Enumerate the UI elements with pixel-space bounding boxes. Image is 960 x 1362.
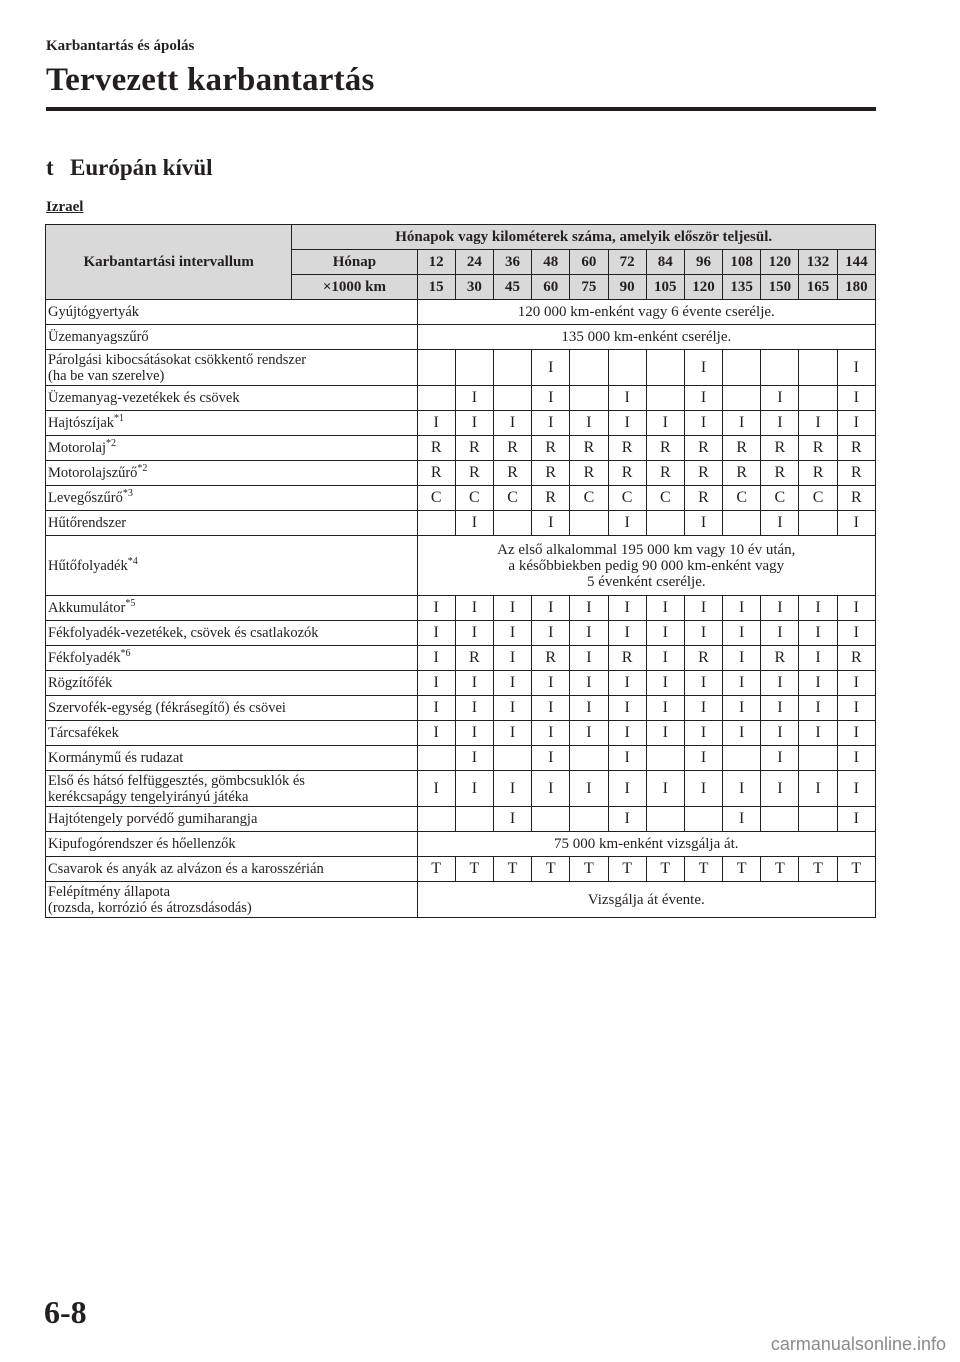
schedule-cell: I [761,746,799,771]
km-header: 30 [455,275,493,300]
schedule-cell: I [723,771,761,807]
schedule-cell: I [837,696,875,721]
schedule-cell: R [684,486,722,511]
schedule-cell: I [532,596,570,621]
table-row [46,511,876,536]
schedule-cell: R [608,461,646,486]
schedule-cell: I [532,721,570,746]
schedule-cell: I [799,771,837,807]
schedule-cell: T [723,857,761,882]
schedule-cell: R [684,646,722,671]
schedule-cell: C [723,486,761,511]
schedule-cell: R [455,461,493,486]
schedule-cell [646,807,684,832]
schedule-cell: R [684,461,722,486]
schedule-cell: I [761,671,799,696]
schedule-cell: C [417,486,455,511]
schedule-cell: T [608,857,646,882]
schedule-cell: I [723,807,761,832]
schedule-cell: I [837,511,875,536]
schedule-cell: I [455,771,493,807]
schedule-cell: I [493,696,531,721]
month-header: 84 [646,250,684,275]
schedule-cell [532,807,570,832]
schedule-cell: I [493,621,531,646]
schedule-cell: R [799,461,837,486]
schedule-cell [570,511,608,536]
item-label: Akkumulátor$^{*5}$ [46,596,418,621]
schedule-cell: I [761,596,799,621]
month-header: 24 [455,250,493,275]
schedule-cell: I [608,596,646,621]
table-row [46,696,876,721]
schedule-cell: I [646,596,684,621]
schedule-cell [417,511,455,536]
schedule-cell: C [493,486,531,511]
footnote-ref: *1 [114,413,125,424]
schedule-cell: I [608,411,646,436]
km-header: 105 [646,275,684,300]
schedule-cell: I [455,621,493,646]
schedule-cell: I [646,671,684,696]
schedule-cell: R [723,461,761,486]
schedule-cell: I [493,411,531,436]
schedule-cell: R [608,436,646,461]
schedule-cell: I [684,386,722,411]
km-header: 90 [608,275,646,300]
schedule-cell: I [417,596,455,621]
schedule-cell: I [532,771,570,807]
schedule-cell [570,386,608,411]
schedule-cell: I [723,596,761,621]
title-rule [46,107,876,111]
footnote-ref: *3 [122,488,133,499]
table-row [46,300,876,325]
schedule-cell: R [646,436,684,461]
page-number: 6-8 [44,1294,87,1330]
item-label: Hűtőfolyadék$^{*4}$ [46,536,418,596]
schedule-cell: I [837,350,875,386]
table-row [46,746,876,771]
schedule-cell: R [417,461,455,486]
schedule-cell: R [608,646,646,671]
schedule-cell: C [455,486,493,511]
subheading-text: Európán kívül [70,155,213,180]
item-label: Párolgási kibocsátásokat csökkentő rendszer (ha be van szerelve) [46,350,418,386]
schedule-cell: R [532,646,570,671]
item-label: Fékfolyadék-vezetékek, csövek és csatlakozók [46,621,418,646]
schedule-cell [761,807,799,832]
schedule-cell: I [837,746,875,771]
month-header: 108 [723,250,761,275]
interval-note: 135 000 km-enként cserélje. [417,325,875,350]
item-label: Tárcsafékek [46,721,418,746]
km-header: 180 [837,275,875,300]
schedule-cell: R [455,646,493,671]
schedule-cell: I [837,386,875,411]
month-header: 60 [570,250,608,275]
schedule-cell: I [570,621,608,646]
schedule-cell: I [837,721,875,746]
schedule-cell: I [646,411,684,436]
schedule-cell: I [570,596,608,621]
region-label: Izrael [46,199,84,215]
schedule-cell: I [608,621,646,646]
interval-header: Karbantartási intervallum [46,225,292,300]
schedule-cell: I [455,746,493,771]
schedule-cell: I [684,696,722,721]
schedule-cell [417,350,455,386]
schedule-cell: I [455,721,493,746]
schedule-cell: I [646,621,684,646]
schedule-cell: I [608,696,646,721]
schedule-cell [570,350,608,386]
schedule-cell [493,746,531,771]
schedule-cell: I [608,671,646,696]
km-header: 165 [799,275,837,300]
item-label: Első és hátsó felfüggesztés, gömbcsuklók és kerékcsapágy tengelyirányú játéka [46,771,418,807]
schedule-cell: I [646,721,684,746]
schedule-cell [417,746,455,771]
schedule-cell: I [723,671,761,696]
schedule-cell: I [646,696,684,721]
schedule-cell: I [417,621,455,646]
schedule-cell [417,386,455,411]
schedule-cell: R [723,436,761,461]
subheading [46,155,213,181]
schedule-cell: C [646,486,684,511]
schedule-cell: R [837,461,875,486]
schedule-cell: I [684,621,722,646]
schedule-cell: I [532,671,570,696]
schedule-cell: T [684,857,722,882]
table-row [46,386,876,411]
table-row [46,325,876,350]
schedule-cell: I [799,696,837,721]
table-row [46,671,876,696]
item-label: Kipufogórendszer és hőellenzők [46,832,418,857]
schedule-cell: T [417,857,455,882]
schedule-cell: R [455,436,493,461]
schedule-cell: I [493,721,531,746]
schedule-cell: T [646,857,684,882]
km-label: ×1000 km [292,275,417,300]
schedule-cell: R [646,461,684,486]
schedule-cell: I [761,696,799,721]
schedule-cell: I [837,671,875,696]
footnote-ref: *6 [120,648,131,659]
schedule-cell [570,746,608,771]
schedule-cell [723,386,761,411]
schedule-cell: I [493,646,531,671]
schedule-cell: I [570,771,608,807]
schedule-cell: T [761,857,799,882]
schedule-cell: R [761,646,799,671]
footnote-ref: *4 [127,555,138,567]
schedule-cell: I [493,807,531,832]
schedule-cell: I [723,696,761,721]
schedule-cell [493,511,531,536]
schedule-cell: I [723,621,761,646]
item-label: Fékfolyadék$^{*6}$ [46,646,418,671]
schedule-cell: I [608,746,646,771]
month-header: 144 [837,250,875,275]
schedule-cell: R [417,436,455,461]
table-row [46,596,876,621]
schedule-cell: I [723,721,761,746]
km-header: 150 [761,275,799,300]
schedule-cell [570,807,608,832]
maintenance-schedule-table [45,224,876,918]
schedule-cell: I [646,771,684,807]
schedule-cell: I [684,511,722,536]
schedule-cell: R [761,461,799,486]
schedule-cell: I [532,511,570,536]
schedule-cell [723,511,761,536]
schedule-cell: C [608,486,646,511]
schedule-cell: I [799,721,837,746]
table-row [46,536,876,596]
schedule-cell: I [684,771,722,807]
schedule-cell: I [570,696,608,721]
interval-note: Vizsgálja át évente. [417,882,875,918]
footnote-ref: *2 [106,438,116,449]
month-header: 48 [532,250,570,275]
schedule-cell: R [570,436,608,461]
bullet-icon: t [46,155,54,180]
table-row [46,486,876,511]
schedule-cell: I [570,646,608,671]
schedule-cell [455,350,493,386]
schedule-cell: I [684,746,722,771]
table-row [46,882,876,918]
schedule-cell: R [837,436,875,461]
item-label: Szervofék-egység (fékrásegítő) és csövei [46,696,418,721]
table-row [46,436,876,461]
months-label: Hónap [292,250,417,275]
schedule-cell: R [532,436,570,461]
table-row [46,621,876,646]
schedule-cell: I [532,350,570,386]
table-row [46,857,876,882]
item-label: Motorolaj$^{*2}$ [46,436,418,461]
month-header: 120 [761,250,799,275]
schedule-cell [799,350,837,386]
schedule-cell [646,350,684,386]
schedule-cell: T [493,857,531,882]
schedule-cell: I [799,621,837,646]
schedule-cell [493,350,531,386]
schedule-cell [799,386,837,411]
table-row [46,771,876,807]
schedule-cell: I [417,646,455,671]
schedule-cell [799,807,837,832]
km-header: 15 [417,275,455,300]
note-header: Hónapok vagy kilométerek száma, amelyik először teljesül. [292,225,876,250]
schedule-cell: R [761,436,799,461]
item-label: Hajtószíjak$^{*1}$ [46,411,418,436]
schedule-cell: I [532,386,570,411]
item-label: Kormánymű és rudazat [46,746,418,771]
item-label: Hűtőrendszer [46,511,418,536]
footnote-ref: *2 [137,463,148,474]
table-row [46,350,876,386]
schedule-cell: I [417,771,455,807]
table-row [46,807,876,832]
schedule-cell: T [837,857,875,882]
schedule-cell: T [455,857,493,882]
schedule-cell: T [570,857,608,882]
schedule-cell: I [684,721,722,746]
schedule-cell: I [570,411,608,436]
schedule-cell: I [455,386,493,411]
schedule-cell: I [570,721,608,746]
item-label: Felépítmény állapota (rozsda, korrózió és átrozsdásodás) [46,882,418,918]
schedule-cell: R [532,486,570,511]
schedule-cell [455,807,493,832]
item-label: Rögzítőfék [46,671,418,696]
schedule-cell: R [684,436,722,461]
watermark: carmanualsonline.info [770,1334,946,1354]
interval-note: Az első alkalommal 195 000 km vagy 10 év után, a későbbiekben pedig 90 000 km-enként vagy 5 évenként cserélje. [417,536,875,596]
item-label: Hajtótengely porvédő gumiharangja [46,807,418,832]
interval-note: 120 000 km-enként vagy 6 évente cserélje. [417,300,875,325]
schedule-cell: I [799,596,837,621]
schedule-cell: I [761,386,799,411]
schedule-cell: I [417,411,455,436]
schedule-cell [417,807,455,832]
schedule-cell: I [761,511,799,536]
schedule-cell: I [532,696,570,721]
month-header: 36 [493,250,531,275]
km-header: 120 [684,275,722,300]
month-header: 96 [684,250,722,275]
schedule-cell [493,386,531,411]
schedule-cell [646,511,684,536]
schedule-cell: I [684,671,722,696]
table-row [46,832,876,857]
schedule-cell: I [608,386,646,411]
schedule-cell: I [455,511,493,536]
schedule-cell: I [417,721,455,746]
month-header: 12 [417,250,455,275]
schedule-cell: I [455,696,493,721]
interval-note: 75 000 km-enként vizsgálja át. [417,832,875,857]
schedule-cell: I [799,411,837,436]
km-header: 75 [570,275,608,300]
schedule-cell: R [837,646,875,671]
schedule-cell: I [608,721,646,746]
schedule-cell [646,746,684,771]
schedule-cell [723,746,761,771]
item-label: Gyújtógyertyák [46,300,418,325]
table-row [46,721,876,746]
schedule-cell: I [684,596,722,621]
schedule-cell: I [493,596,531,621]
footnote-ref: *5 [125,598,136,609]
schedule-cell: I [608,807,646,832]
schedule-cell: I [532,411,570,436]
item-label: Üzemanyagszűrő [46,325,418,350]
month-header: 72 [608,250,646,275]
schedule-cell: I [799,671,837,696]
schedule-cell: R [799,436,837,461]
schedule-cell: I [455,596,493,621]
item-label: Csavarok és anyák az alvázon és a karosszérián [46,857,418,882]
schedule-cell: I [608,771,646,807]
schedule-cell: R [493,436,531,461]
schedule-cell [799,746,837,771]
schedule-cell: I [837,771,875,807]
schedule-cell: I [761,771,799,807]
schedule-cell: I [723,411,761,436]
schedule-cell: I [493,771,531,807]
schedule-cell: I [646,646,684,671]
page-title: Tervezett karbantartás [46,62,375,98]
schedule-cell: C [570,486,608,511]
table-row [46,461,876,486]
schedule-cell: I [837,807,875,832]
schedule-cell [608,350,646,386]
item-label: Üzemanyag-vezetékek és csövek [46,386,418,411]
schedule-cell: I [417,671,455,696]
schedule-cell: I [684,350,722,386]
schedule-cell: R [837,486,875,511]
month-header: 132 [799,250,837,275]
schedule-cell: I [455,671,493,696]
schedule-cell [799,511,837,536]
schedule-cell: I [761,721,799,746]
schedule-cell [761,350,799,386]
schedule-cell: I [417,696,455,721]
schedule-cell: R [570,461,608,486]
km-header: 135 [723,275,761,300]
table-row [46,646,876,671]
schedule-cell: C [761,486,799,511]
schedule-cell: I [684,411,722,436]
schedule-cell: C [799,486,837,511]
schedule-cell: R [532,461,570,486]
item-label: Levegőszűrő$^{*3}$ [46,486,418,511]
schedule-cell [723,350,761,386]
schedule-cell: I [532,746,570,771]
schedule-cell: I [532,621,570,646]
schedule-cell: I [570,671,608,696]
schedule-cell: I [761,621,799,646]
schedule-cell: T [532,857,570,882]
schedule-cell: I [455,411,493,436]
schedule-cell [684,807,722,832]
schedule-cell [646,386,684,411]
section-label: Karbantartás és ápolás [46,38,195,54]
table-row [46,411,876,436]
schedule-cell: I [493,671,531,696]
schedule-cell: T [799,857,837,882]
schedule-cell: I [723,646,761,671]
schedule-cell: I [761,411,799,436]
schedule-cell: I [837,596,875,621]
schedule-cell: I [799,646,837,671]
schedule-cell: I [608,511,646,536]
km-header: 60 [532,275,570,300]
schedule-cell: I [837,621,875,646]
item-label: Motorolajszűrő$^{*2}$ [46,461,418,486]
schedule-cell: I [837,411,875,436]
schedule-cell: R [493,461,531,486]
km-header: 45 [493,275,531,300]
